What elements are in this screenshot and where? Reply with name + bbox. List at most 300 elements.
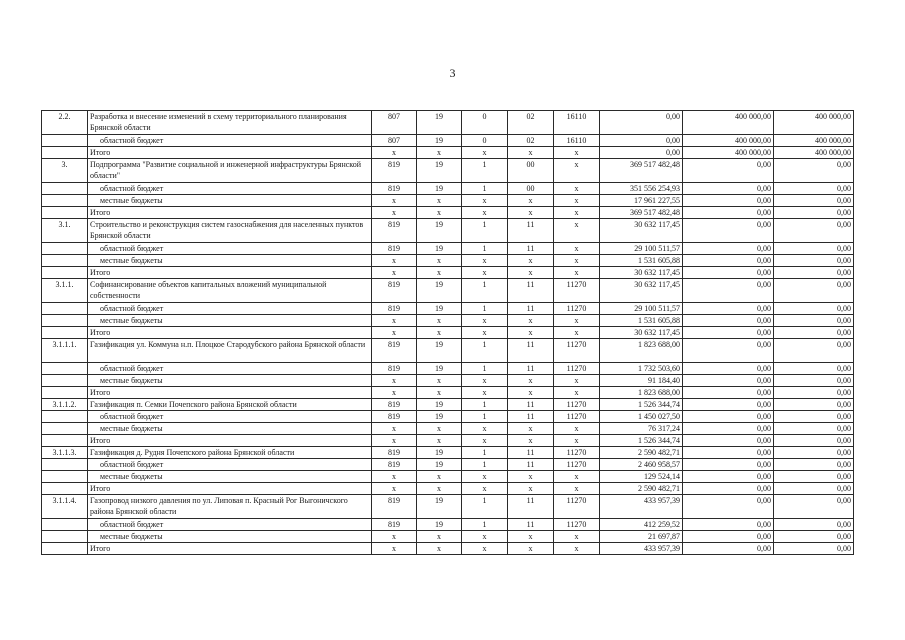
table-row [42,531,854,543]
code-om-cell [508,363,554,375]
row-name-cell [88,219,372,243]
code-direction: х [574,268,579,277]
code-om-cell [508,219,554,243]
code-gp-cell [417,255,462,267]
code-gr-cell [372,399,417,411]
code-gp-cell [417,195,462,207]
code-direction-cell [554,543,600,555]
code-om-cell [508,531,554,543]
code-gp-cell [417,363,462,375]
row-number: 3.1.1. [55,280,74,289]
code-direction-cell [554,135,600,147]
amount-year-3: 0,00 [837,160,851,169]
table-row [42,135,854,147]
code-gr: 819 [388,448,400,457]
code-gp: 19 [435,220,443,229]
table-row [42,315,854,327]
row-number: 2.2. [58,112,71,121]
code-direction: х [574,328,579,337]
row-number-cell [42,135,88,147]
code-direction: х [574,220,579,229]
row-name: Итого [90,208,111,217]
code-gr: 807 [388,136,400,145]
code-direction-cell [554,387,600,399]
amount-year-3-cell [774,543,854,555]
code-gr-cell [372,111,417,135]
code-gr-cell [372,375,417,387]
amount-year-3: 0,00 [837,364,851,373]
code-om: 02 [526,136,535,145]
code-om: 02 [526,112,535,121]
amount-year-2: 0,00 [757,196,771,205]
table-row [42,483,854,495]
table-row [42,399,854,411]
code-om: х [528,328,533,337]
amount-year-3-cell [774,459,854,471]
row-name-cell [88,375,372,387]
code-gp: х [437,328,441,337]
amount-year-2: 0,00 [757,472,771,481]
code-om: х [528,148,533,157]
code-om-cell [508,183,554,195]
code-om-cell [508,255,554,267]
amount-year-3-cell [774,327,854,339]
code-direction: х [574,532,579,541]
row-number-cell [42,255,88,267]
row-number-cell [42,195,88,207]
amount-year-1-cell [600,327,683,339]
row-name: областной бюджет [100,412,164,421]
code-gr: х [392,316,396,325]
amount-year-1-cell [600,279,683,303]
code-direction: 11270 [566,520,587,529]
amount-year-2-cell [683,327,774,339]
row-number-cell [42,471,88,483]
amount-year-2: 0,00 [757,448,771,457]
code-pgp: х [482,532,487,541]
row-name-cell [88,363,372,375]
amount-year-3-cell [774,339,854,363]
code-pgp: х [482,268,487,277]
amount-year-3-cell [774,267,854,279]
code-om: х [528,544,533,553]
code-gr: 819 [388,184,400,193]
amount-year-3-cell [774,315,854,327]
code-gp: 19 [435,364,443,373]
code-direction-cell [554,183,600,195]
code-gp-cell [417,543,462,555]
amount-year-1: 1 450 027,50 [638,412,680,421]
code-om-cell [508,519,554,531]
table-row [42,111,854,135]
amount-year-2: 0,00 [757,376,771,385]
code-direction-cell [554,111,600,135]
amount-year-2-cell [683,207,774,219]
amount-year-1-cell [600,207,683,219]
amount-year-2: 0,00 [757,496,771,505]
table-row [42,363,854,375]
row-number-cell [42,243,88,255]
row-number-cell [42,279,88,303]
code-gp-cell [417,531,462,543]
amount-year-3: 400 000,00 [815,136,851,145]
amount-year-1-cell [600,219,683,243]
code-pgp: 1 [482,220,487,229]
code-pgp-cell [462,375,508,387]
code-pgp-cell [462,363,508,375]
amount-year-1: 433 957,39 [644,544,680,553]
code-direction-cell [554,327,600,339]
amount-year-1-cell [600,531,683,543]
amount-year-3: 0,00 [837,424,851,433]
row-name-cell [88,519,372,531]
code-direction: 11270 [566,340,587,349]
row-name: областной бюджет [100,244,164,253]
amount-year-1: 30 632 117,45 [634,328,680,337]
row-number: 3. [61,160,68,169]
code-direction: х [574,184,579,193]
amount-year-1: 1 732 503,60 [638,364,680,373]
amount-year-1-cell [600,519,683,531]
amount-year-1: 0,00 [666,112,680,121]
code-gp: 19 [435,400,443,409]
row-number: 3.1.1.4. [52,496,77,505]
code-gp: 19 [435,496,443,505]
table-row [42,207,854,219]
code-gr: 819 [388,460,400,469]
amount-year-2-cell [683,159,774,183]
amount-year-3-cell [774,471,854,483]
code-gp: х [437,424,441,433]
code-pgp-cell [462,279,508,303]
code-om: 11 [526,400,535,409]
code-pgp-cell [462,183,508,195]
amount-year-1: 29 100 511,57 [634,304,680,313]
row-name-cell [88,147,372,159]
code-gr: х [392,472,396,481]
amount-year-1: 1 526 344,74 [638,400,680,409]
code-gp: 19 [435,448,443,457]
code-pgp-cell [462,471,508,483]
code-gr-cell [372,135,417,147]
amount-year-2: 400 000,00 [735,112,771,121]
amount-year-1: 0,00 [666,148,680,157]
code-pgp: 1 [482,496,487,505]
table-row [42,279,854,303]
code-direction: х [574,160,579,169]
amount-year-1-cell [600,267,683,279]
amount-year-3-cell [774,531,854,543]
code-gr: 819 [388,496,400,505]
code-gr: х [392,484,396,493]
table-row [42,303,854,315]
row-name: областной бюджет [100,520,164,529]
code-direction: х [574,244,579,253]
code-gp: 19 [435,160,443,169]
row-number: 3.1.1.1. [52,340,77,349]
code-direction-cell [554,159,600,183]
code-gp: х [437,376,441,385]
code-om: х [528,376,533,385]
code-om-cell [508,339,554,363]
row-name-cell [88,315,372,327]
amount-year-3: 0,00 [837,244,851,253]
amount-year-2: 0,00 [757,340,771,349]
amount-year-1: 30 632 117,45 [634,268,680,277]
amount-year-2: 0,00 [757,328,771,337]
row-number-cell [42,339,88,363]
row-name: Итого [90,436,111,445]
amount-year-2-cell [683,411,774,423]
code-direction-cell [554,435,600,447]
row-name-cell [88,183,372,195]
code-direction: 11270 [566,496,587,505]
amount-year-1-cell [600,387,683,399]
row-number-cell [42,435,88,447]
amount-year-2-cell [683,483,774,495]
row-name: Газификация ул. Коммуна н.п. Плоцкое Стародубского района Брянской области [90,340,366,349]
amount-year-3: 0,00 [837,400,851,409]
code-pgp: 1 [482,364,487,373]
amount-year-1-cell [600,255,683,267]
code-gr-cell [372,447,417,459]
amount-year-3: 0,00 [837,340,851,349]
code-om-cell [508,267,554,279]
code-pgp-cell [462,387,508,399]
code-pgp: 1 [482,184,487,193]
table-row [42,255,854,267]
code-pgp-cell [462,111,508,135]
code-gp-cell [417,111,462,135]
code-om: 11 [526,520,535,529]
row-name: Итого [90,268,111,277]
row-number-cell [42,183,88,195]
row-name-cell [88,303,372,315]
code-direction: х [574,484,579,493]
table-row [42,183,854,195]
amount-year-3: 0,00 [837,280,851,289]
amount-year-2: 0,00 [757,532,771,541]
code-pgp-cell [462,267,508,279]
code-gp-cell [417,495,462,519]
row-name-cell [88,399,372,411]
code-direction-cell [554,339,600,363]
row-name: Газификация д. Рудня Почепского района Брянской области [90,448,295,457]
table-row [42,495,854,519]
amount-year-2-cell [683,459,774,471]
amount-year-2: 0,00 [757,412,771,421]
amount-year-3-cell [774,183,854,195]
amount-year-2-cell [683,255,774,267]
row-number: 3.1. [58,220,71,229]
table-row [42,411,854,423]
code-om: х [528,436,533,445]
amount-year-2: 0,00 [757,484,771,493]
amount-year-2-cell [683,447,774,459]
code-gp: х [437,268,441,277]
code-direction: 11270 [566,280,587,289]
code-pgp-cell [462,219,508,243]
amount-year-1-cell [600,303,683,315]
code-direction: х [574,544,579,553]
amount-year-3: 0,00 [837,436,851,445]
amount-year-2-cell [683,339,774,363]
code-pgp-cell [462,339,508,363]
amount-year-3-cell [774,519,854,531]
code-pgp: х [482,328,487,337]
code-gr: 819 [388,160,400,169]
amount-year-3-cell [774,363,854,375]
amount-year-1-cell [600,411,683,423]
code-pgp: 0 [482,136,487,145]
code-direction-cell [554,495,600,519]
amount-year-2: 0,00 [757,304,771,313]
code-gr: х [392,256,396,265]
amount-year-3: 0,00 [837,208,851,217]
row-number-cell [42,303,88,315]
amount-year-1: 351 556 254,93 [630,184,680,193]
row-name-cell [88,531,372,543]
amount-year-2-cell [683,243,774,255]
amount-year-1-cell [600,435,683,447]
code-gp-cell [417,303,462,315]
amount-year-3: 0,00 [837,532,851,541]
amount-year-1: 30 632 117,45 [634,220,680,229]
amount-year-3: 0,00 [837,304,851,313]
code-gp: 19 [435,412,443,421]
amount-year-2-cell [683,303,774,315]
code-gp: 19 [435,136,443,145]
code-pgp-cell [462,315,508,327]
code-pgp: 1 [482,460,487,469]
code-pgp: 1 [482,412,487,421]
row-number-cell [42,219,88,243]
code-gr: х [392,544,396,553]
code-pgp-cell [462,255,508,267]
code-gr: х [392,148,396,157]
amount-year-2: 0,00 [757,280,771,289]
code-pgp-cell [462,135,508,147]
amount-year-2-cell [683,423,774,435]
table-row [42,435,854,447]
code-pgp: 1 [482,244,487,253]
code-gp: х [437,472,441,481]
amount-year-3: 0,00 [837,328,851,337]
code-om: 11 [526,304,535,313]
code-pgp-cell [462,423,508,435]
code-direction-cell [554,471,600,483]
code-pgp-cell [462,459,508,471]
row-name-cell [88,327,372,339]
amount-year-1: 2 460 958,57 [638,460,680,469]
code-pgp: 1 [482,160,487,169]
code-om-cell [508,159,554,183]
code-pgp: 1 [482,340,487,349]
code-gp-cell [417,159,462,183]
code-gr-cell [372,159,417,183]
code-gr: х [392,388,396,397]
row-name-cell [88,279,372,303]
table-body [42,111,854,555]
code-pgp: х [482,388,487,397]
amount-year-1-cell [600,147,683,159]
code-gr: х [392,268,396,277]
code-gr: 819 [388,304,400,313]
amount-year-2-cell [683,495,774,519]
amount-year-1: 1 823 688,00 [638,388,680,397]
code-direction: 11270 [566,304,587,313]
code-pgp: 1 [482,280,487,289]
amount-year-1: 1 531 605,88 [638,256,680,265]
row-name: Итого [90,484,111,493]
code-gp-cell [417,411,462,423]
code-om: 11 [526,460,535,469]
row-number-cell [42,315,88,327]
code-gr: 819 [388,400,400,409]
amount-year-3-cell [774,495,854,519]
code-om-cell [508,315,554,327]
amount-year-1-cell [600,339,683,363]
code-gr-cell [372,411,417,423]
code-gp: 19 [435,184,443,193]
code-direction-cell [554,147,600,159]
code-gp-cell [417,327,462,339]
row-number-cell [42,267,88,279]
amount-year-2-cell [683,267,774,279]
amount-year-2-cell [683,195,774,207]
code-om-cell [508,435,554,447]
code-gr-cell [372,531,417,543]
code-gp: х [437,148,441,157]
code-pgp: х [482,424,487,433]
amount-year-1: 369 517 482,48 [630,160,680,169]
amount-year-1-cell [600,111,683,135]
row-name: Разработка и внесение изменений в схему территориального планирования Брянской области [90,112,347,132]
code-om-cell [508,399,554,411]
amount-year-2: 0,00 [757,256,771,265]
row-name-cell [88,243,372,255]
table-row [42,219,854,243]
amount-year-2: 0,00 [757,244,771,253]
amount-year-2: 0,00 [757,400,771,409]
amount-year-3-cell [774,423,854,435]
code-gp: х [437,208,441,217]
code-pgp: 1 [482,304,487,313]
amount-year-1: 29 100 511,57 [634,244,680,253]
code-gp-cell [417,219,462,243]
code-om-cell [508,483,554,495]
row-name-cell [88,387,372,399]
table-row [42,339,854,363]
amount-year-3-cell [774,447,854,459]
amount-year-3-cell [774,255,854,267]
amount-year-3: 0,00 [837,448,851,457]
row-name-cell [88,339,372,363]
code-direction-cell [554,411,600,423]
row-name: местные бюджеты [100,424,163,433]
row-name: местные бюджеты [100,316,163,325]
amount-year-1-cell [600,399,683,411]
code-gr-cell [372,471,417,483]
row-number-cell [42,531,88,543]
code-gr-cell [372,195,417,207]
amount-year-2-cell [683,387,774,399]
amount-year-3-cell [774,111,854,135]
code-om: х [528,388,533,397]
code-direction: 16110 [566,112,587,121]
code-gr: 819 [388,340,400,349]
amount-year-2: 0,00 [757,544,771,553]
